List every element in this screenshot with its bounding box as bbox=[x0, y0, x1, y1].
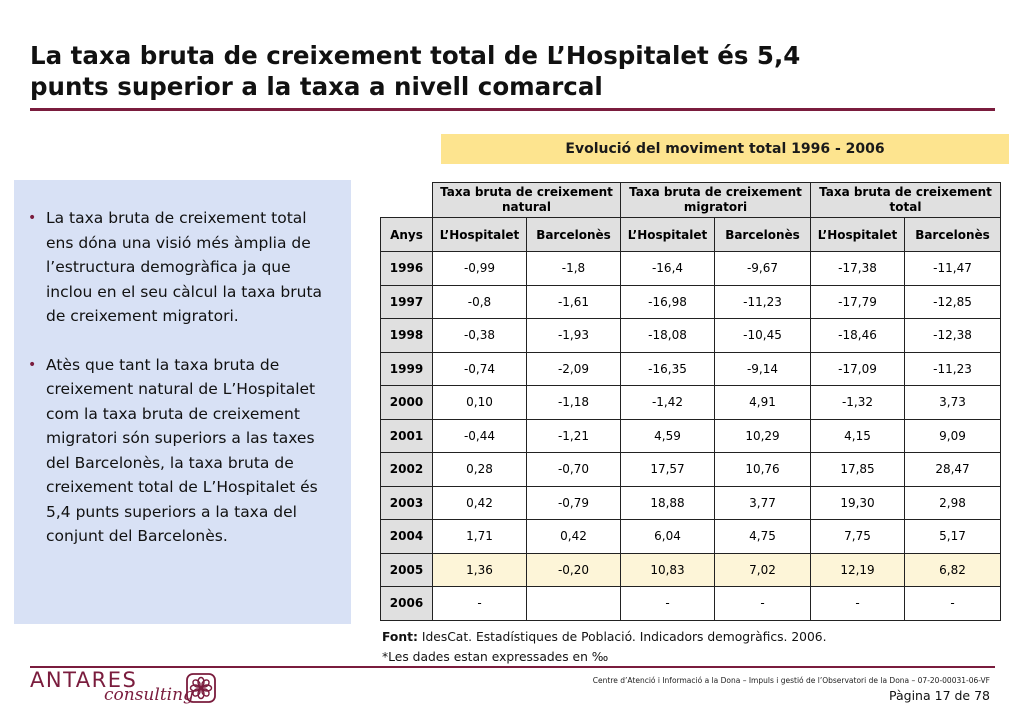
title-divider bbox=[30, 108, 995, 111]
value-cell: -1,93 bbox=[527, 319, 621, 353]
value-cell: -18,08 bbox=[621, 319, 715, 353]
value-cell: -0,70 bbox=[527, 453, 621, 487]
column-header: Anys bbox=[381, 218, 433, 252]
value-cell: 1,71 bbox=[433, 520, 527, 554]
value-cell: - bbox=[715, 587, 811, 621]
summary-box bbox=[14, 180, 351, 624]
logo-wordmark: ANTARES bbox=[30, 668, 138, 692]
value-cell: -0,8 bbox=[433, 285, 527, 319]
bullet-item bbox=[28, 353, 337, 549]
table-row bbox=[381, 419, 1001, 453]
value-cell: -1,8 bbox=[527, 252, 621, 286]
value-cell: - bbox=[905, 587, 1001, 621]
value-cell: 10,29 bbox=[715, 419, 811, 453]
group-header-natural: Taxa bruta de creixement natural bbox=[433, 183, 621, 218]
value-cell: -17,09 bbox=[811, 352, 905, 386]
value-cell: 5,17 bbox=[905, 520, 1001, 554]
value-cell: 6,82 bbox=[905, 553, 1001, 587]
value-cell: 3,77 bbox=[715, 486, 811, 520]
value-cell: -11,47 bbox=[905, 252, 1001, 286]
value-cell: 10,76 bbox=[715, 453, 811, 487]
value-cell: 7,75 bbox=[811, 520, 905, 554]
value-cell: 6,04 bbox=[621, 520, 715, 554]
group-header-migratori: Taxa bruta de creixement migratori bbox=[621, 183, 811, 218]
column-header: L’Hospitalet bbox=[433, 218, 527, 252]
table-row bbox=[381, 520, 1001, 554]
year-cell: 2006 bbox=[381, 587, 433, 621]
column-header: Barcelonès bbox=[715, 218, 811, 252]
logo-flower-icon bbox=[186, 673, 216, 703]
value-cell: -0,79 bbox=[527, 486, 621, 520]
bullet-item bbox=[28, 206, 337, 329]
value-cell: -17,38 bbox=[811, 252, 905, 286]
bullet-text: Atès que tant la taxa bruta de creixement natural de L’Hospitalet com la taxa bruta de creixement migratori són superiors a las taxes del Barcelonès, la taxa bruta de creixement total de L’Hospitalet és 5,4 punts superiors a la taxa del conjunt del Barcelonès. bbox=[46, 355, 318, 545]
column-header: L’Hospitalet bbox=[621, 218, 715, 252]
data-table bbox=[380, 182, 1001, 621]
value-cell: -2,09 bbox=[527, 352, 621, 386]
table-row bbox=[381, 386, 1001, 420]
source-note bbox=[382, 627, 827, 667]
value-cell: -1,42 bbox=[621, 386, 715, 420]
year-cell: 2003 bbox=[381, 486, 433, 520]
year-cell: 1998 bbox=[381, 319, 433, 353]
table-title: Evolució del moviment total 1996 - 2006 bbox=[441, 134, 1009, 164]
bullet-text: La taxa bruta de creixement total ens dóna una visió més àmplia de l’estructura demogràfica ja que inclou en el seu càlcul la taxa bruta de creixement migratori. bbox=[46, 209, 323, 325]
page-title-line-2: punts superior a la taxa a nivell comarcal bbox=[30, 72, 603, 101]
year-cell: 2001 bbox=[381, 419, 433, 453]
page-title-line-1: La taxa bruta de creixement total de L’Hospitalet és 5,4 bbox=[30, 41, 801, 70]
column-header: Barcelonès bbox=[527, 218, 621, 252]
value-cell: -0,20 bbox=[527, 553, 621, 587]
year-cell: 1996 bbox=[381, 252, 433, 286]
table-body bbox=[381, 252, 1001, 621]
footer-divider bbox=[30, 666, 995, 668]
logo-tagline: consulting bbox=[104, 685, 194, 705]
bullet-list bbox=[28, 206, 337, 549]
value-cell: -1,32 bbox=[811, 386, 905, 420]
value-cell: 17,57 bbox=[621, 453, 715, 487]
value-cell: 19,30 bbox=[811, 486, 905, 520]
value-cell: -1,18 bbox=[527, 386, 621, 420]
value-cell: 4,75 bbox=[715, 520, 811, 554]
value-cell: 28,47 bbox=[905, 453, 1001, 487]
empty-corner bbox=[381, 183, 433, 218]
value-cell: 4,15 bbox=[811, 419, 905, 453]
value-cell: -12,85 bbox=[905, 285, 1001, 319]
value-cell: -18,46 bbox=[811, 319, 905, 353]
bullet-icon: • bbox=[28, 210, 37, 226]
value-cell: -9,67 bbox=[715, 252, 811, 286]
table-row bbox=[381, 285, 1001, 319]
value-cell: 1,36 bbox=[433, 553, 527, 587]
value-cell: 0,42 bbox=[527, 520, 621, 554]
value-cell: 2,98 bbox=[905, 486, 1001, 520]
value-cell: 0,28 bbox=[433, 453, 527, 487]
table-row bbox=[381, 352, 1001, 386]
value-cell: -0,38 bbox=[433, 319, 527, 353]
units-note: *Les dades estan expressades en ‰ bbox=[382, 650, 609, 664]
table-row bbox=[381, 486, 1001, 520]
page-title bbox=[30, 40, 990, 102]
page-number: Pàgina 17 de 78 bbox=[889, 688, 990, 703]
value-cell: - bbox=[433, 587, 527, 621]
column-header-row bbox=[381, 218, 1001, 252]
table-row bbox=[381, 553, 1001, 587]
source-text: IdesCat. Estadístiques de Població. Indicadors demogràfics. 2006. bbox=[417, 630, 827, 644]
value-cell: 3,73 bbox=[905, 386, 1001, 420]
value-cell: -10,45 bbox=[715, 319, 811, 353]
year-cell: 2000 bbox=[381, 386, 433, 420]
value-cell: 0,42 bbox=[433, 486, 527, 520]
year-cell: 1999 bbox=[381, 352, 433, 386]
value-cell: -9,14 bbox=[715, 352, 811, 386]
table-row bbox=[381, 453, 1001, 487]
value-cell: -17,79 bbox=[811, 285, 905, 319]
footer-text: Centre d’Atenció i Informació a la Dona – Impuls i gestió de l’Observatori de la Dona – 07-20-00031-06-VF bbox=[592, 676, 990, 685]
value-cell: 10,83 bbox=[621, 553, 715, 587]
year-cell: 2004 bbox=[381, 520, 433, 554]
group-header-total: Taxa bruta de creixement total bbox=[811, 183, 1001, 218]
value-cell: - bbox=[621, 587, 715, 621]
column-header: L’Hospitalet bbox=[811, 218, 905, 252]
value-cell: -0,44 bbox=[433, 419, 527, 453]
value-cell: -11,23 bbox=[715, 285, 811, 319]
year-cell: 1997 bbox=[381, 285, 433, 319]
value-cell: 4,91 bbox=[715, 386, 811, 420]
year-cell: 2002 bbox=[381, 453, 433, 487]
value-cell: -16,98 bbox=[621, 285, 715, 319]
value-cell: 7,02 bbox=[715, 553, 811, 587]
value-cell: 18,88 bbox=[621, 486, 715, 520]
value-cell: -11,23 bbox=[905, 352, 1001, 386]
value-cell: -12,38 bbox=[905, 319, 1001, 353]
source-label: Font: bbox=[382, 630, 418, 644]
value-cell: -1,61 bbox=[527, 285, 621, 319]
value-cell: 12,19 bbox=[811, 553, 905, 587]
value-cell: 0,10 bbox=[433, 386, 527, 420]
value-cell: -0,74 bbox=[433, 352, 527, 386]
column-header: Barcelonès bbox=[905, 218, 1001, 252]
value-cell: - bbox=[811, 587, 905, 621]
value-cell: -16,4 bbox=[621, 252, 715, 286]
table-row bbox=[381, 587, 1001, 621]
value-cell: 17,85 bbox=[811, 453, 905, 487]
table-row bbox=[381, 252, 1001, 286]
table-row bbox=[381, 319, 1001, 353]
value-cell bbox=[527, 587, 621, 621]
value-cell: 9,09 bbox=[905, 419, 1001, 453]
value-cell: 4,59 bbox=[621, 419, 715, 453]
year-cell: 2005 bbox=[381, 553, 433, 587]
group-header-row bbox=[381, 183, 1001, 218]
value-cell: -1,21 bbox=[527, 419, 621, 453]
bullet-icon: • bbox=[28, 356, 37, 373]
value-cell: -0,99 bbox=[433, 252, 527, 286]
value-cell: -16,35 bbox=[621, 352, 715, 386]
